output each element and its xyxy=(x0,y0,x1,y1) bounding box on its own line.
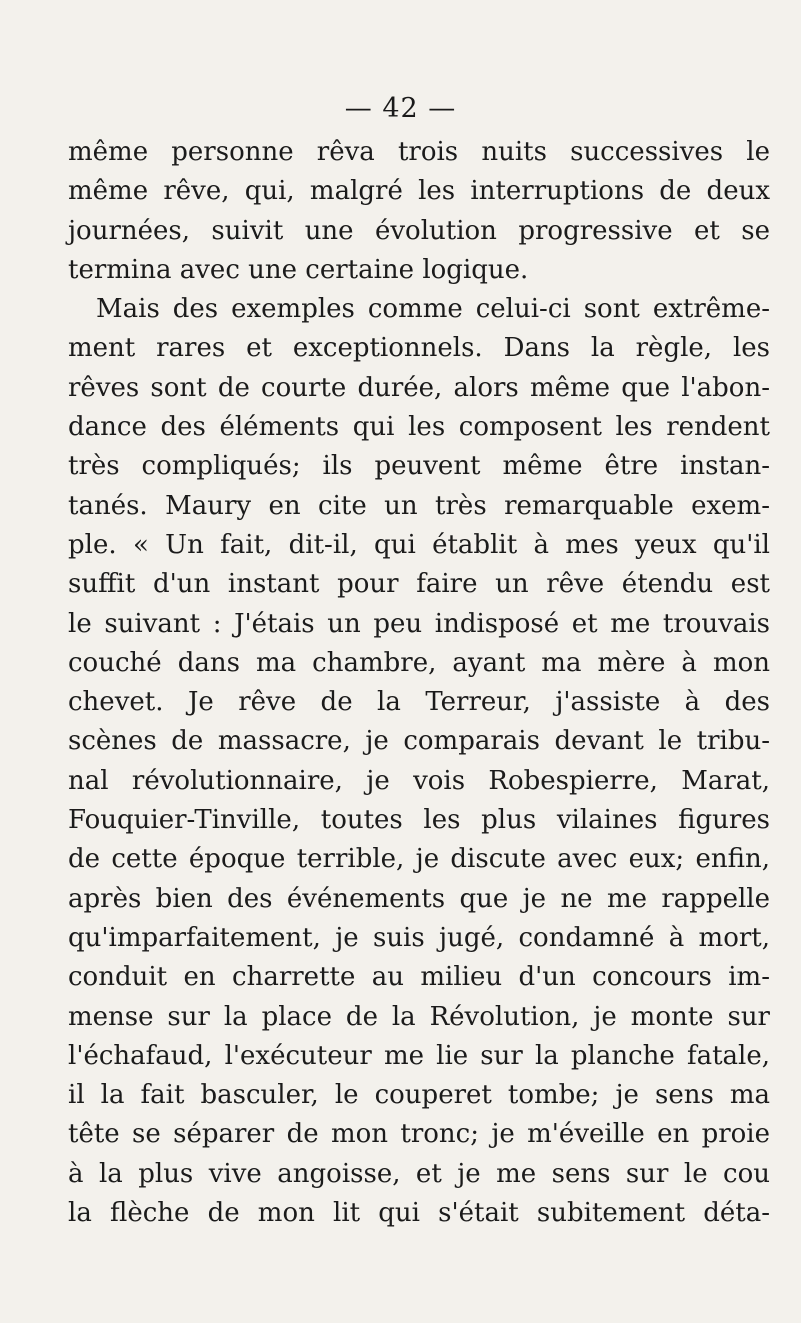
text-line: il la fait basculer, le couperet tombe; je sens ma xyxy=(68,1080,770,1111)
text-line: le suivant : J'étais un peu indisposé et me trouvais xyxy=(68,608,770,639)
text-line: qu'imparfaitement, je suis jugé, condamné à mort, xyxy=(68,922,770,953)
text-line: de cette époque terrible, je discute avec eux; enfin, xyxy=(68,844,770,875)
text-line: mense sur la place de la Révolution, je monte sur xyxy=(68,1001,770,1032)
text-line: rêves sont de courte durée, alors même que l'abon- xyxy=(68,372,770,403)
text-line: la flèche de mon lit qui s'était subitement déta- xyxy=(68,1198,770,1229)
text-line: dance des éléments qui les composent les rendent xyxy=(68,412,770,443)
text-line: termina avec une certaine logique. xyxy=(68,254,529,285)
text-line: à la plus vive angoisse, et je me sens sur le cou xyxy=(68,1158,770,1189)
page-number: — 42 — xyxy=(344,93,457,124)
text-line: l'échafaud, l'exécuteur me lie sur la planche fatale, xyxy=(68,1040,770,1071)
text-line: conduit en charrette au milieu d'un concours im- xyxy=(68,962,770,993)
text-line: scènes de massacre, je comparais devant le tribu- xyxy=(68,726,770,757)
text-line: couché dans ma chambre, ayant ma mère à mon xyxy=(68,647,770,678)
text-line: nal révolutionnaire, je vois Robespierre, Marat, xyxy=(68,765,770,796)
text-line: suffit d'un instant pour faire un rêve étendu est xyxy=(68,569,770,600)
text-line: Mais des exemples comme celui-ci sont extrême- xyxy=(96,294,770,325)
text-line: journées, suivit une évolution progressive et se xyxy=(68,215,770,246)
text-line: Fouquier-Tinville, toutes les plus vilaines figures xyxy=(68,805,770,836)
text-line: même rêve, qui, malgré les interruptions de deux xyxy=(68,176,770,207)
text-line: ment rares et exceptionnels. Dans la règle, les xyxy=(68,333,770,364)
body-text xyxy=(68,133,770,1233)
text-line: même personne rêva trois nuits successives le xyxy=(68,137,770,167)
text-line: tanés. Maury en cite un très remarquable exem- xyxy=(68,490,770,521)
text-line: chevet. Je rêve de la Terreur, j'assiste à des xyxy=(68,687,770,718)
text-line: après bien des événements que je ne me rappelle xyxy=(68,883,770,914)
text-line: très compliqués; ils peuvent même être instan- xyxy=(68,451,770,482)
text-line: tête se séparer de mon tronc; je m'éveille en proie xyxy=(68,1119,770,1150)
text-line: ple. « Un fait, dit-il, qui établit à mes yeux qu'il xyxy=(68,529,770,560)
